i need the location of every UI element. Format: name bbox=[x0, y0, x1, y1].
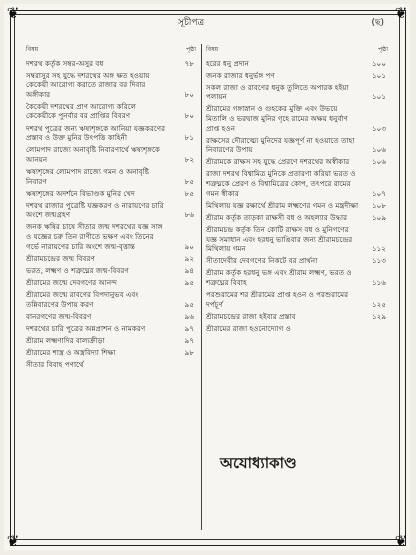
column-header bbox=[26, 44, 196, 56]
page-number: (ছ) bbox=[371, 18, 384, 28]
toc-entry bbox=[26, 201, 196, 220]
toc-entry bbox=[26, 336, 196, 346]
toc-entry-page: ১০৭ bbox=[371, 188, 386, 198]
toc-entry-page: ৯৭ bbox=[184, 335, 194, 345]
toc-entry bbox=[26, 348, 196, 358]
toc-entry-title: বানরগণের জন্ম-বিবরণ bbox=[26, 311, 92, 321]
toc-entry bbox=[26, 254, 196, 264]
toc-entry-page: ১০০ bbox=[371, 58, 386, 68]
subject-label: বিষয় bbox=[206, 46, 219, 53]
toc-entry-title: শ্রীরামচন্দ্রের জন্ম বিবরণ bbox=[26, 253, 95, 263]
page-title: সূচীপত্র bbox=[178, 18, 205, 28]
toc-entry-page: ৯৬ bbox=[184, 311, 194, 321]
corner-ornament-icon: ❦ bbox=[6, 532, 20, 550]
toc-entry bbox=[26, 290, 196, 309]
toc-entry-page: ৮১ bbox=[184, 133, 194, 143]
toc-entry-title: দশরথ পুত্রের জন্য ঋষ্যশৃঙ্গকে আনিয়া যজ্ঞকরণের প্রস্তাব ও উক্ত মুনির উৎপত্তি কাহিনী bbox=[26, 123, 166, 143]
toc-entry bbox=[26, 71, 196, 100]
toc-entry-title: জনক ঋষির চাষে সীতার জন্ম দশরথের যজ্ঞ সাঙ্গ ও যজ্ঞের চরু তিন রাণীতে ভক্ষণ এবং তিনের গর্ভে নারায়ণের চারি অংশে জন্ম-বৃত্তান্ত bbox=[26, 222, 163, 251]
toc-entry bbox=[206, 312, 388, 322]
toc-entry-title: শ্রীরাম লক্ষ্মণাদির বাল্যক্রীড়া bbox=[26, 335, 105, 345]
toc-entry-title: শ্রীরামচন্দ্রের রাজা হইবার প্রস্তাব bbox=[206, 311, 296, 321]
toc-entry-page: ৯৫ bbox=[184, 277, 194, 287]
toc-entry bbox=[206, 59, 388, 69]
toc-entry bbox=[26, 124, 196, 143]
toc-entry bbox=[26, 145, 196, 164]
toc-entry-title: সীতাদেবীর দেবগণের নিকটে বর প্রার্থনা bbox=[206, 256, 318, 266]
toc-entry-page: ১০৮ bbox=[371, 200, 386, 210]
toc-entry bbox=[206, 71, 388, 81]
toc-entry-title: জনক রাজার ধনুর্ভঙ্গ পণ bbox=[206, 70, 275, 80]
toc-entry-page: ১২৫ bbox=[371, 299, 386, 309]
toc-entry-page: ১০৬ bbox=[371, 145, 386, 155]
toc-entry-page: ৮৫ bbox=[184, 176, 194, 186]
contents-list bbox=[206, 59, 388, 334]
toc-entry-page: ১০৬ bbox=[371, 157, 386, 167]
toc-entry bbox=[206, 324, 388, 334]
toc-entry-title: রাজা দশরথ বিশ্বামিত্র মুনিকে প্রতারণা করিয়া ভরত ও শত্রুঘ্নকে প্রেরণ ও বিশ্বামিত্রের কোপ, তৎপরে রামের গমন স্বীকার bbox=[206, 169, 356, 198]
toc-entry-title: সীতার বিবাহ পণার্থে bbox=[26, 360, 84, 370]
toc-entry-title: শ্রীরামচন্দ্র কর্তৃক তিন কোটি রাক্ষস বধ ও মুনিগণের যজ্ঞ সমাধান এবং হরধনু ভাঙিবার জন্য শ্রীরামচন্দ্রের মিথিলায় গমন bbox=[206, 224, 353, 254]
toc-entry bbox=[26, 312, 196, 322]
toc-entry bbox=[206, 268, 388, 287]
toc-entry-title: দশরথের চারি পুত্রের অন্নপ্রাশন ও নামকরণ bbox=[26, 323, 146, 333]
toc-entry-page: ৯০ bbox=[184, 241, 194, 251]
toc-entry-page: ৯২ bbox=[184, 253, 194, 263]
toc-entry bbox=[206, 104, 388, 133]
toc-entry-page: ৮০ bbox=[184, 89, 194, 99]
toc-entry-page: ১০১ bbox=[371, 70, 386, 80]
toc-entry-title: হরের ধনু প্রদান bbox=[206, 58, 249, 68]
page-label: পৃষ্ঠা bbox=[185, 46, 196, 53]
toc-entry bbox=[26, 167, 196, 186]
subject-label: বিষয় bbox=[26, 46, 39, 53]
toc-entry-title: শ্রীরাম কর্তৃক হরধনু ভঙ্গ এবং শ্রীরাম লক্ষ্মণ, ভরত ও শত্রুঘ্নের বিবাহ bbox=[206, 268, 352, 287]
toc-entry bbox=[206, 157, 388, 167]
section-heading: অযোধ্যাকাণ্ড bbox=[220, 454, 297, 472]
toc-entry bbox=[26, 222, 196, 251]
toc-entry bbox=[206, 256, 388, 266]
toc-entry-title: শ্রীরাম কর্তৃক তাড়কা রাক্ষসী বধ ও অহল্যার উদ্ধার bbox=[206, 212, 348, 222]
toc-entry-title: ভরত, লক্ষ্মণ ও শত্রুঘ্নের জন্ম-বিবরণ bbox=[26, 265, 129, 275]
column-header bbox=[206, 44, 388, 56]
toc-entry-page: ৮৫ bbox=[184, 188, 194, 198]
toc-entry-title: শ্রীরামকে রাক্ষস সহ যুদ্ধে প্রেরণে দশরথের অস্বীকার bbox=[206, 157, 350, 167]
toc-entry bbox=[26, 266, 196, 276]
toc-entry-title: সকল রাজা ও রাবণের ধনুক তুলিতে অপারক হইয়া পলায়ন bbox=[206, 82, 349, 102]
toc-entry-page: ১০৯ bbox=[371, 212, 386, 222]
contents-column-left bbox=[26, 44, 196, 370]
toc-entry bbox=[26, 189, 196, 199]
column-divider bbox=[201, 44, 202, 530]
contents-list bbox=[26, 59, 196, 370]
toc-entry-title: ঋষ্যশৃঙ্গের লোমপাদ রাজ্যে গমন ও অনাবৃষ্টি নিবারণ bbox=[26, 166, 150, 186]
toc-entry-page: ১১৬ bbox=[371, 277, 386, 287]
toc-entry-page: ৮০ bbox=[184, 111, 194, 121]
toc-entry-title: শ্রীরামের গঙ্গাস্নান ও গুহকের মুক্তি এবং উভয়ে মিতালি ও ভরদ্বাজ মুনির গৃহে রামের অক্ষয় ধনুর্বাণ প্রাপ্ত হওন bbox=[206, 104, 348, 133]
toc-entry-title: শ্রীরামের শাস্ত্র ও অস্ত্রবিদ্যা শিক্ষা bbox=[26, 347, 116, 357]
book-page bbox=[4, 4, 410, 550]
page-label: পৃষ্ঠা bbox=[377, 46, 388, 53]
toc-entry-page: ৮৬ bbox=[184, 210, 194, 220]
toc-entry bbox=[26, 102, 196, 121]
toc-entry-title: মিথিলায় যজ্ঞ রক্ষার্থে শ্রীরাম লক্ষ্মণের গমন ও মন্ত্রদীক্ষা bbox=[206, 200, 359, 210]
toc-entry bbox=[206, 136, 388, 155]
toc-entry-title: শ্রীরামের জন্মে রাবণের বিপদানুভব এবং তন্নিবারণের উপায় করণ bbox=[26, 289, 139, 309]
toc-entry bbox=[206, 83, 388, 102]
toc-entry bbox=[206, 225, 388, 254]
toc-entry bbox=[206, 169, 388, 198]
toc-entry bbox=[26, 360, 196, 370]
toc-entry-page: ৭৮ bbox=[184, 58, 194, 68]
corner-ornament-icon: ❦ bbox=[394, 532, 408, 550]
toc-entry bbox=[206, 290, 388, 309]
page-header bbox=[18, 15, 400, 31]
toc-entry-title: কৈকেয়ী দশরথের প্রাণ আরোগ্য করিলে কেকেয়ীকে পুনর্বার বর প্রাপ্তির বিবরণ bbox=[26, 101, 136, 121]
toc-entry-page: ১১২ bbox=[371, 244, 386, 254]
toc-entry-title: সম্বরাসুর সহ যুদ্ধে দশরথের অঙ্গ ক্ষত হওয়ায় কেকেয়ী আরোগ্য করাতে রাজার বর দিবার অঙ্গীকার bbox=[26, 70, 150, 99]
toc-entry-page: ১০৩ bbox=[371, 123, 386, 133]
toc-entry-page: ৮২ bbox=[184, 154, 194, 164]
contents-column-right bbox=[206, 44, 388, 333]
toc-entry bbox=[206, 213, 388, 223]
toc-entry bbox=[26, 59, 196, 69]
toc-entry-page: ১২৯ bbox=[371, 311, 386, 321]
toc-entry-title: দশরথ রাজার পুত্রেষ্টি যজ্ঞকরণ ও নারায়ণের চারি অংশে জন্মগ্রহণ bbox=[26, 200, 164, 220]
toc-entry-title: দশরথ কর্তৃক সম্বর-অসুর বধ bbox=[26, 58, 104, 68]
toc-entry bbox=[26, 278, 196, 288]
toc-entry-title: শ্রীরামের জন্মে দেবগণের আনন্দ bbox=[26, 277, 117, 287]
toc-entry bbox=[206, 201, 388, 211]
toc-entry-title: রাক্ষসের দৌরাত্ম্যে মুনিদের যজ্ঞপূর্ণ না হওয়াতে তাহা নিবারণের উপায় bbox=[206, 135, 355, 155]
toc-entry-title: শ্রীরামের রাজা হওনোদ্যোগ ও bbox=[206, 323, 291, 333]
corner-ornament-icon: ❦ bbox=[394, 4, 408, 22]
toc-entry-title: ঋষ্যশৃঙ্গের অদর্শনে বিভাণ্ডক মুনির খেদ bbox=[26, 188, 135, 198]
corner-ornament-icon: ❦ bbox=[6, 4, 20, 22]
toc-entry-page: ১১৩ bbox=[371, 256, 386, 266]
toc-entry-page: ৯৫ bbox=[184, 299, 194, 309]
toc-entry-page: ৯৮ bbox=[184, 347, 194, 357]
toc-entry-title: লোমপাদ রাজ্যে অনাবৃষ্টি নিবারণার্থে ঋষ্যশৃঙ্গকে আনয়ন bbox=[26, 145, 160, 164]
toc-entry-page: ১০১ bbox=[371, 92, 386, 102]
toc-entry bbox=[26, 324, 196, 334]
toc-entry-title: পরশুরামের শর শ্রীরামের প্রাপ্ত হওন ও পরশুরামের দর্পচূর্ণ bbox=[206, 289, 349, 309]
toc-entry-page: ৯৪ bbox=[184, 265, 194, 275]
toc-entry-page: ৯৭ bbox=[184, 323, 194, 333]
